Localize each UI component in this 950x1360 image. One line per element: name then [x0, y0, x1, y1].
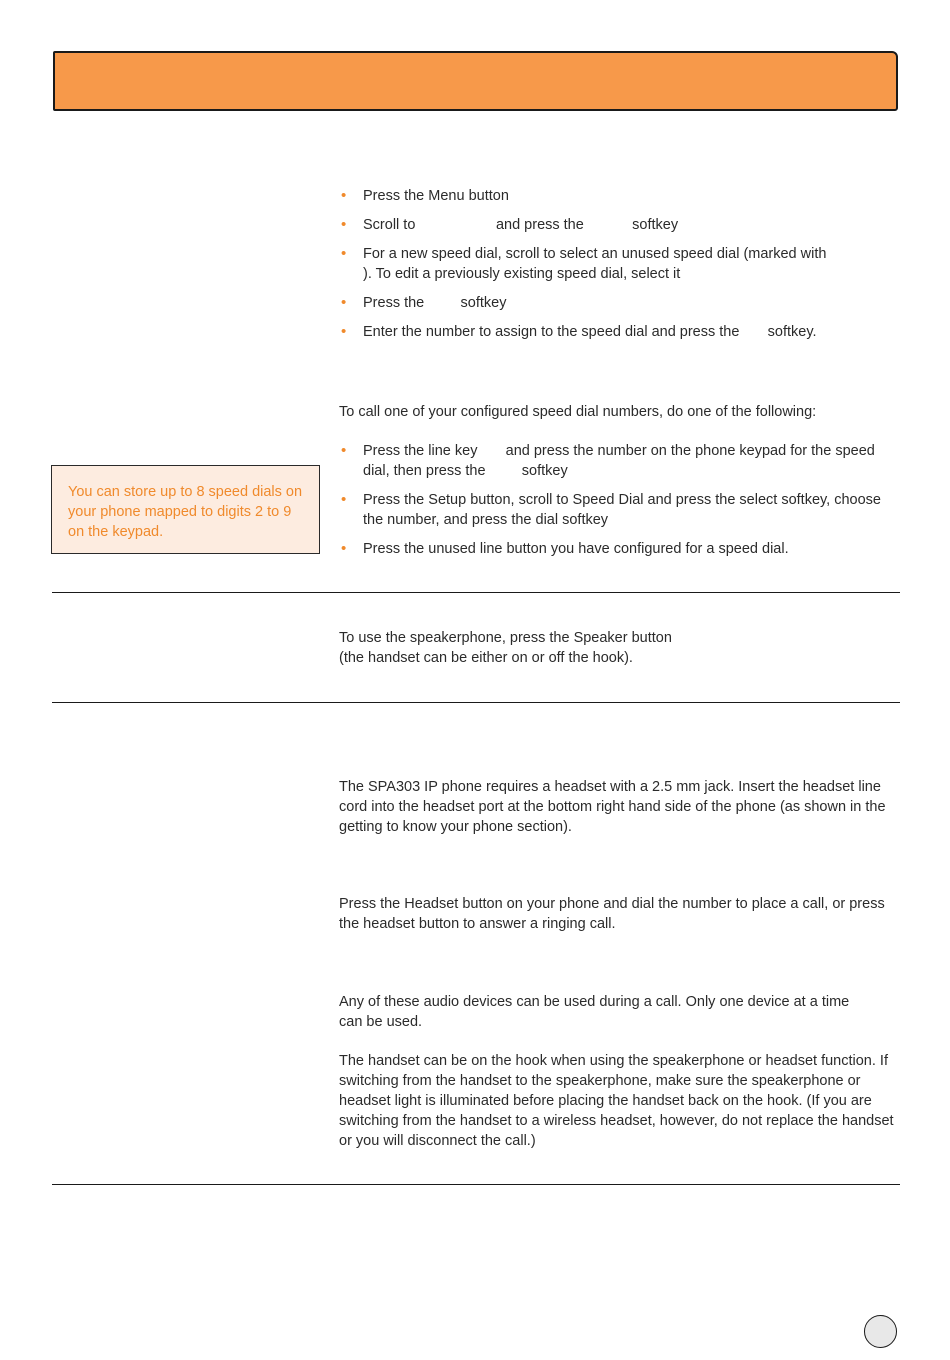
speed-dial-call-section [339, 402, 895, 568]
list-item: • For a new speed dial, scroll to select an unused speed dial (marked with ). To edit a previously existing speed dial, select it [339, 244, 895, 284]
audio-devices-line-1: Any of these audio devices can be used during a call. Only one device at a time [339, 994, 850, 1010]
list-item: • Press the unused line button you have configured for a speed dial. [339, 539, 895, 559]
headset-paragraph-1: The SPA303 IP phone requires a headset with a 2.5 mm jack. Insert the headset line cord into the headset port at the bottom right hand side of the phone (as shown in the getting to know your phone section). [339, 779, 886, 835]
audio-devices-line-2: can be used. [339, 1014, 423, 1030]
tip-note-text: You can store up to 8 speed dials on your phone mapped to digits 2 to 9 on the keypad. [68, 484, 303, 540]
headset-use-paragraph [339, 894, 895, 934]
list-item: • Press the softkey [339, 293, 895, 313]
speakerphone-section [339, 628, 895, 668]
speakerphone-line-2: (the handset can be either on or off the hook). [339, 650, 633, 666]
section-divider [52, 1184, 900, 1185]
section-divider [52, 592, 900, 593]
speakerphone-line-1: To use the speakerphone, press the Speaker button [339, 630, 672, 646]
page-number-circle [864, 1315, 897, 1348]
section-divider [52, 702, 900, 703]
audio-devices-paragraph [339, 992, 895, 1032]
list-item: • Enter the number to assign to the speed dial and press the softkey. [339, 322, 895, 342]
headset-paragraph-4: The handset can be on the hook when using the speakerphone or headset function. If switching from the handset to the speakerphone, make sure the speakerphone or headset light is illuminated before placing the handset back on the hook. (If you are switching from the handset to a wireless headset, however, do not replace the handset or you will disconnect the call.) [339, 1053, 894, 1149]
section-header-banner [53, 51, 898, 111]
handset-switch-paragraph [339, 1051, 895, 1151]
headset-connect-paragraph [339, 777, 895, 837]
list-item: • Press the Setup button, scroll to Speed Dial and press the select softkey, choose the number, and press the dial softkey [339, 490, 895, 530]
tip-note-box [51, 465, 320, 554]
headset-paragraph-2: Press the Headset button on your phone and dial the number to place a call, or press the headset button to answer a ringing call. [339, 896, 885, 932]
list-item: • Scroll to and press the softkey [339, 215, 895, 235]
speed-dial-call-intro: To call one of your configured speed dial numbers, do one of the following: [339, 404, 817, 420]
speed-dial-setup-steps [339, 186, 924, 351]
list-item: • Press the Menu button [339, 186, 895, 206]
list-item: • Press the line key and press the number on the phone keypad for the speed dial, then press the softkey [339, 441, 895, 481]
